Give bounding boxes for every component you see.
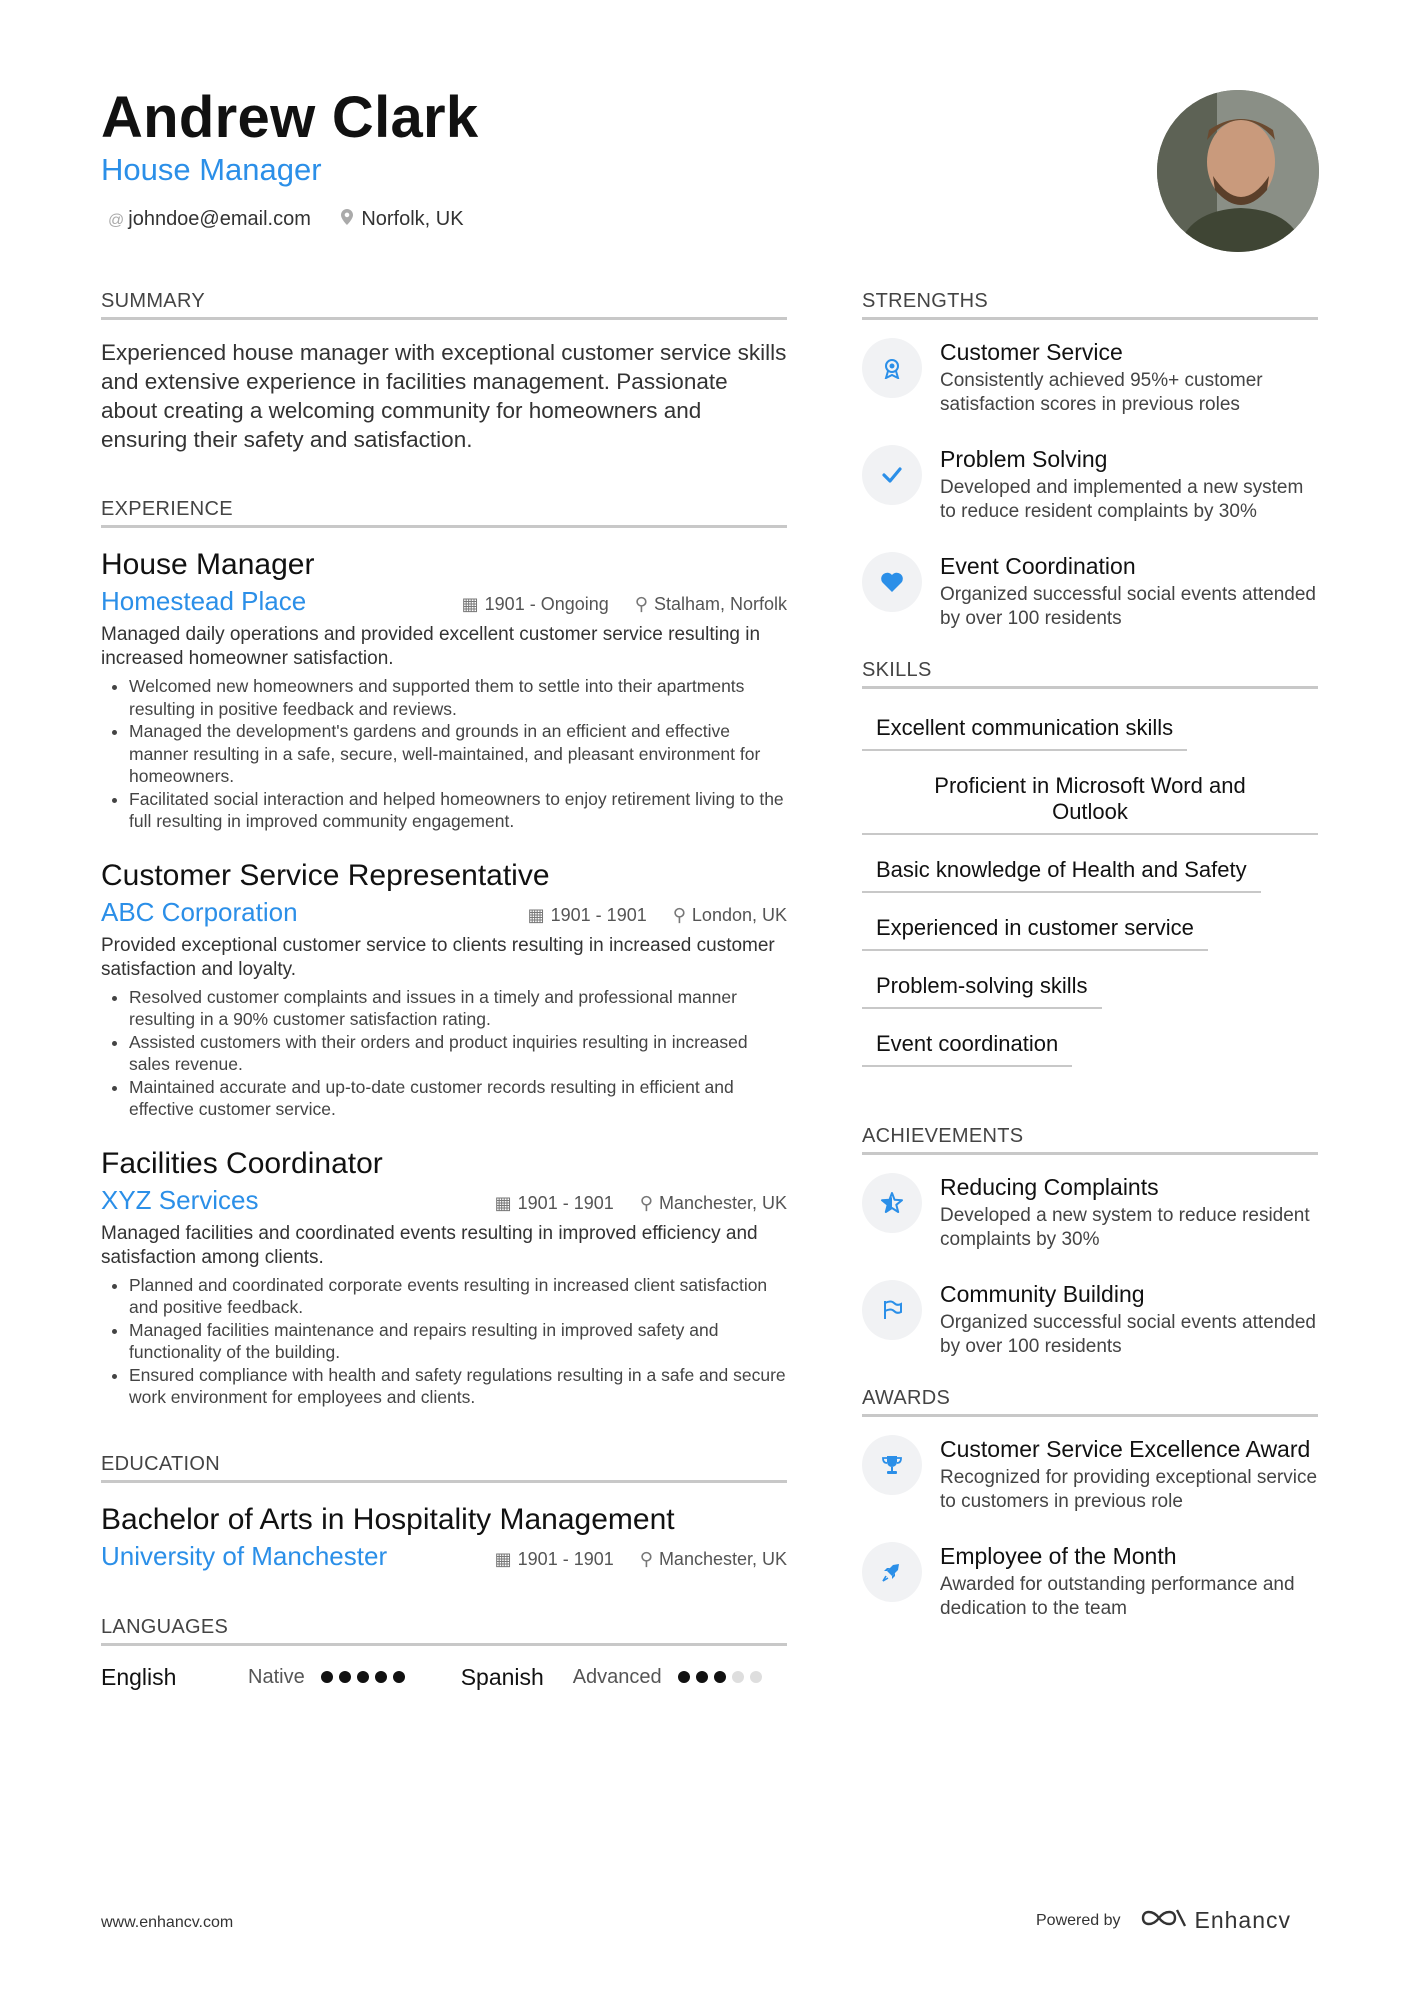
- strength-title: Problem Solving: [940, 446, 1108, 472]
- proficiency-dots: [678, 1671, 762, 1683]
- right-column: [862, 290, 1318, 1649]
- proficiency-dot-filled: [339, 1671, 351, 1683]
- job-title: Customer Service Representative: [101, 858, 550, 892]
- pin-icon: [341, 212, 357, 229]
- strength-item: [862, 338, 1318, 417]
- heart-icon: [862, 552, 922, 612]
- achievement-desc: Developed a new system to reduce resident complaints by 30%: [940, 1205, 1310, 1250]
- at-icon: @: [108, 212, 125, 229]
- language-name: Spanish: [460, 1663, 544, 1690]
- company-name: Homestead Place: [101, 586, 307, 616]
- strength-item: [862, 445, 1318, 524]
- experience-section: [101, 498, 787, 1409]
- powered-by-label: Powered by: [1036, 1911, 1121, 1929]
- location-item: [341, 208, 464, 231]
- education-heading: EDUCATION: [101, 1453, 787, 1483]
- summary-text: Experienced house manager with exceptional customer service skills and extensive experience in facilities management. Passionate about creating a welcoming community for homeowners and ensuring their safety and satisfaction.: [101, 340, 787, 452]
- skills-heading: SKILLS: [862, 659, 1318, 689]
- award-title: Employee of the Month: [940, 1543, 1177, 1569]
- profile-photo: [1157, 90, 1319, 252]
- language-level: Native: [248, 1665, 305, 1688]
- achievement-title: Community Building: [940, 1281, 1145, 1307]
- rocket-icon: [862, 1542, 922, 1602]
- awards-heading: AWARDS: [862, 1387, 1318, 1417]
- flag-icon: [862, 1280, 922, 1340]
- achievements-heading: ACHIEVEMENTS: [862, 1125, 1318, 1155]
- proficiency-dot-filled: [678, 1671, 690, 1683]
- bullet-item: • Maintained accurate and up-to-date customer records resulting in efficient and effective customer service.: [129, 1076, 787, 1121]
- checkmark-icon: [862, 445, 922, 505]
- job-dates: 1901 - 1901: [550, 904, 647, 925]
- education-location: Manchester, UK: [658, 1548, 787, 1569]
- bullet-item: • Managed facilities maintenance and repairs resulting in improved safety and functionality of the building.: [129, 1319, 787, 1364]
- calendar-icon: ▦: [527, 904, 545, 925]
- footer-branding: [1036, 1906, 1291, 1935]
- pin-icon: ⚲: [672, 904, 686, 925]
- email-text: johndoe@email.com: [128, 208, 311, 230]
- job-entry: [101, 857, 787, 1121]
- achievements-section: [862, 1125, 1318, 1359]
- award-item: [862, 1435, 1318, 1514]
- enhancv-logo-text: Enhancv: [1194, 1907, 1292, 1933]
- job-location: London, UK: [691, 904, 787, 925]
- skill-tag: Problem-solving skills: [862, 965, 1102, 1009]
- award-title: Customer Service Excellence Award: [940, 1436, 1311, 1462]
- summary-section: [101, 290, 787, 454]
- proficiency-dot-filled: [696, 1671, 708, 1683]
- awards-section: [862, 1387, 1318, 1621]
- bullet-item: • Assisted customers with their orders and product inquiries resulting in increased sales revenue.: [129, 1031, 787, 1076]
- experience-heading: EXPERIENCE: [101, 498, 787, 528]
- strength-title: Customer Service: [940, 339, 1123, 365]
- achievement-desc: Organized successful social events attended by over 100 residents: [940, 1312, 1316, 1357]
- job-description: Managed daily operations and provided excellent customer service resulting in increased homeowner satisfaction.: [101, 624, 761, 669]
- skill-tag: Experienced in customer service: [862, 907, 1208, 951]
- education-dates: 1901 - 1901: [517, 1548, 614, 1569]
- calendar-icon: ▦: [461, 594, 479, 614]
- candidate-name: Andrew Clark: [101, 85, 479, 150]
- candidate-role: House Manager: [101, 152, 322, 187]
- skills-section: [862, 659, 1318, 1081]
- job-entry: [101, 546, 787, 833]
- star-icon: [862, 1173, 922, 1233]
- calendar-icon: ▦: [494, 1548, 512, 1569]
- proficiency-dot-filled: [393, 1671, 405, 1683]
- job-bullets: [101, 675, 787, 833]
- skill-tag: Proficient in Microsoft Word and Outlook: [862, 765, 1318, 835]
- bullet-item: • Welcomed new homeowners and supported them to settle into their apartments resulting in positive feedback and reviews.: [129, 675, 787, 720]
- degree-title: Bachelor of Arts in Hospitality Management: [101, 1502, 675, 1536]
- job-description: Managed facilities and coordinated events resulting in improved efficiency and satisfaction among clients.: [101, 1222, 758, 1268]
- job-description: Provided exceptional customer service to clients resulting in increased customer satisfaction and loyalty.: [101, 934, 775, 980]
- bullet-item: • Planned and coordinated corporate events resulting in increased client satisfaction and positive feedback.: [129, 1274, 787, 1319]
- award-desc: Awarded for outstanding performance and dedication to the team: [940, 1574, 1295, 1619]
- left-column: [101, 290, 787, 1691]
- achievement-title: Reducing Complaints: [940, 1174, 1159, 1200]
- award-desc: Recognized for providing exceptional service to customers in previous role: [940, 1467, 1318, 1512]
- job-bullets: [101, 986, 787, 1121]
- proficiency-dot-filled: [375, 1671, 387, 1683]
- bullet-item: • Managed the development's gardens and grounds in an efficient and effective manner resulting in a safe, secure, well-maintained, and pleasant environment for homeowners.: [129, 720, 787, 788]
- location-text: Norfolk, UK: [361, 208, 464, 230]
- company-name: XYZ Services: [101, 1184, 259, 1215]
- skill-tag: Basic knowledge of Health and Safety: [862, 849, 1261, 893]
- job-entry: [101, 1145, 787, 1409]
- proficiency-dot-empty: [750, 1671, 762, 1683]
- pin-icon: ⚲: [634, 594, 648, 614]
- strength-desc: Consistently achieved 95%+ customer satisfaction scores in previous roles: [940, 370, 1263, 415]
- award-item: [862, 1542, 1318, 1621]
- bullet-item: • Resolved customer complaints and issues in a timely and professional manner resulting in a 90% customer satisfaction rating.: [129, 986, 787, 1031]
- bullet-item: • Ensured compliance with health and safety regulations resulting in a safe and secure work environment for employees and clients.: [129, 1364, 787, 1409]
- job-location: Stalham, Norfolk: [653, 594, 787, 614]
- proficiency-dots: [321, 1671, 405, 1683]
- pin-icon: ⚲: [639, 1548, 653, 1569]
- job-title: Facilities Coordinator: [101, 1146, 383, 1180]
- language-level: Advanced: [572, 1665, 662, 1688]
- achievement-item: [862, 1173, 1318, 1252]
- achievement-item: [862, 1280, 1318, 1359]
- strength-desc: Organized successful social events attended by over 100 residents: [940, 584, 1316, 629]
- languages-section: [101, 1616, 787, 1691]
- school-name: University of Manchester: [101, 1540, 388, 1571]
- company-name: ABC Corporation: [101, 896, 298, 927]
- strength-item: [862, 552, 1318, 631]
- language-name: English: [101, 1663, 177, 1690]
- job-dates: 1901 - 1901: [517, 1192, 614, 1213]
- skill-tag: Event coordination: [862, 1023, 1072, 1067]
- strength-title: Event Coordination: [940, 553, 1136, 579]
- strengths-section: [862, 290, 1318, 631]
- award-ribbon-icon: [862, 338, 922, 398]
- proficiency-dot-filled: [714, 1671, 726, 1683]
- languages-heading: LANGUAGES: [101, 1616, 787, 1646]
- proficiency-dot-filled: [357, 1671, 369, 1683]
- strengths-heading: STRENGTHS: [862, 290, 1318, 320]
- skill-tag: Excellent communication skills: [862, 707, 1187, 751]
- proficiency-dot-empty: [732, 1671, 744, 1683]
- pin-icon: ⚲: [639, 1192, 653, 1213]
- proficiency-dot-filled: [321, 1671, 333, 1683]
- job-dates: 1901 - Ongoing: [484, 594, 609, 614]
- education-section: [101, 1453, 787, 1572]
- summary-heading: SUMMARY: [101, 290, 787, 320]
- contact-row: [108, 208, 464, 231]
- trophy-icon: [862, 1435, 922, 1495]
- job-location: Manchester, UK: [658, 1192, 787, 1213]
- bullet-item: • Facilitated social interaction and helped homeowners to enjoy retirement living to the full resulting in improved community engagement.: [129, 788, 787, 833]
- strength-desc: Developed and implemented a new system to reduce resident complaints by 30%: [940, 477, 1304, 522]
- enhancv-logo-icon: [1141, 1906, 1187, 1935]
- calendar-icon: ▦: [494, 1192, 512, 1213]
- job-bullets: [101, 1274, 787, 1409]
- job-title: House Manager: [101, 548, 315, 581]
- footer-website[interactable]: www.enhancv.com: [101, 1914, 234, 1931]
- email-item[interactable]: [108, 208, 311, 231]
